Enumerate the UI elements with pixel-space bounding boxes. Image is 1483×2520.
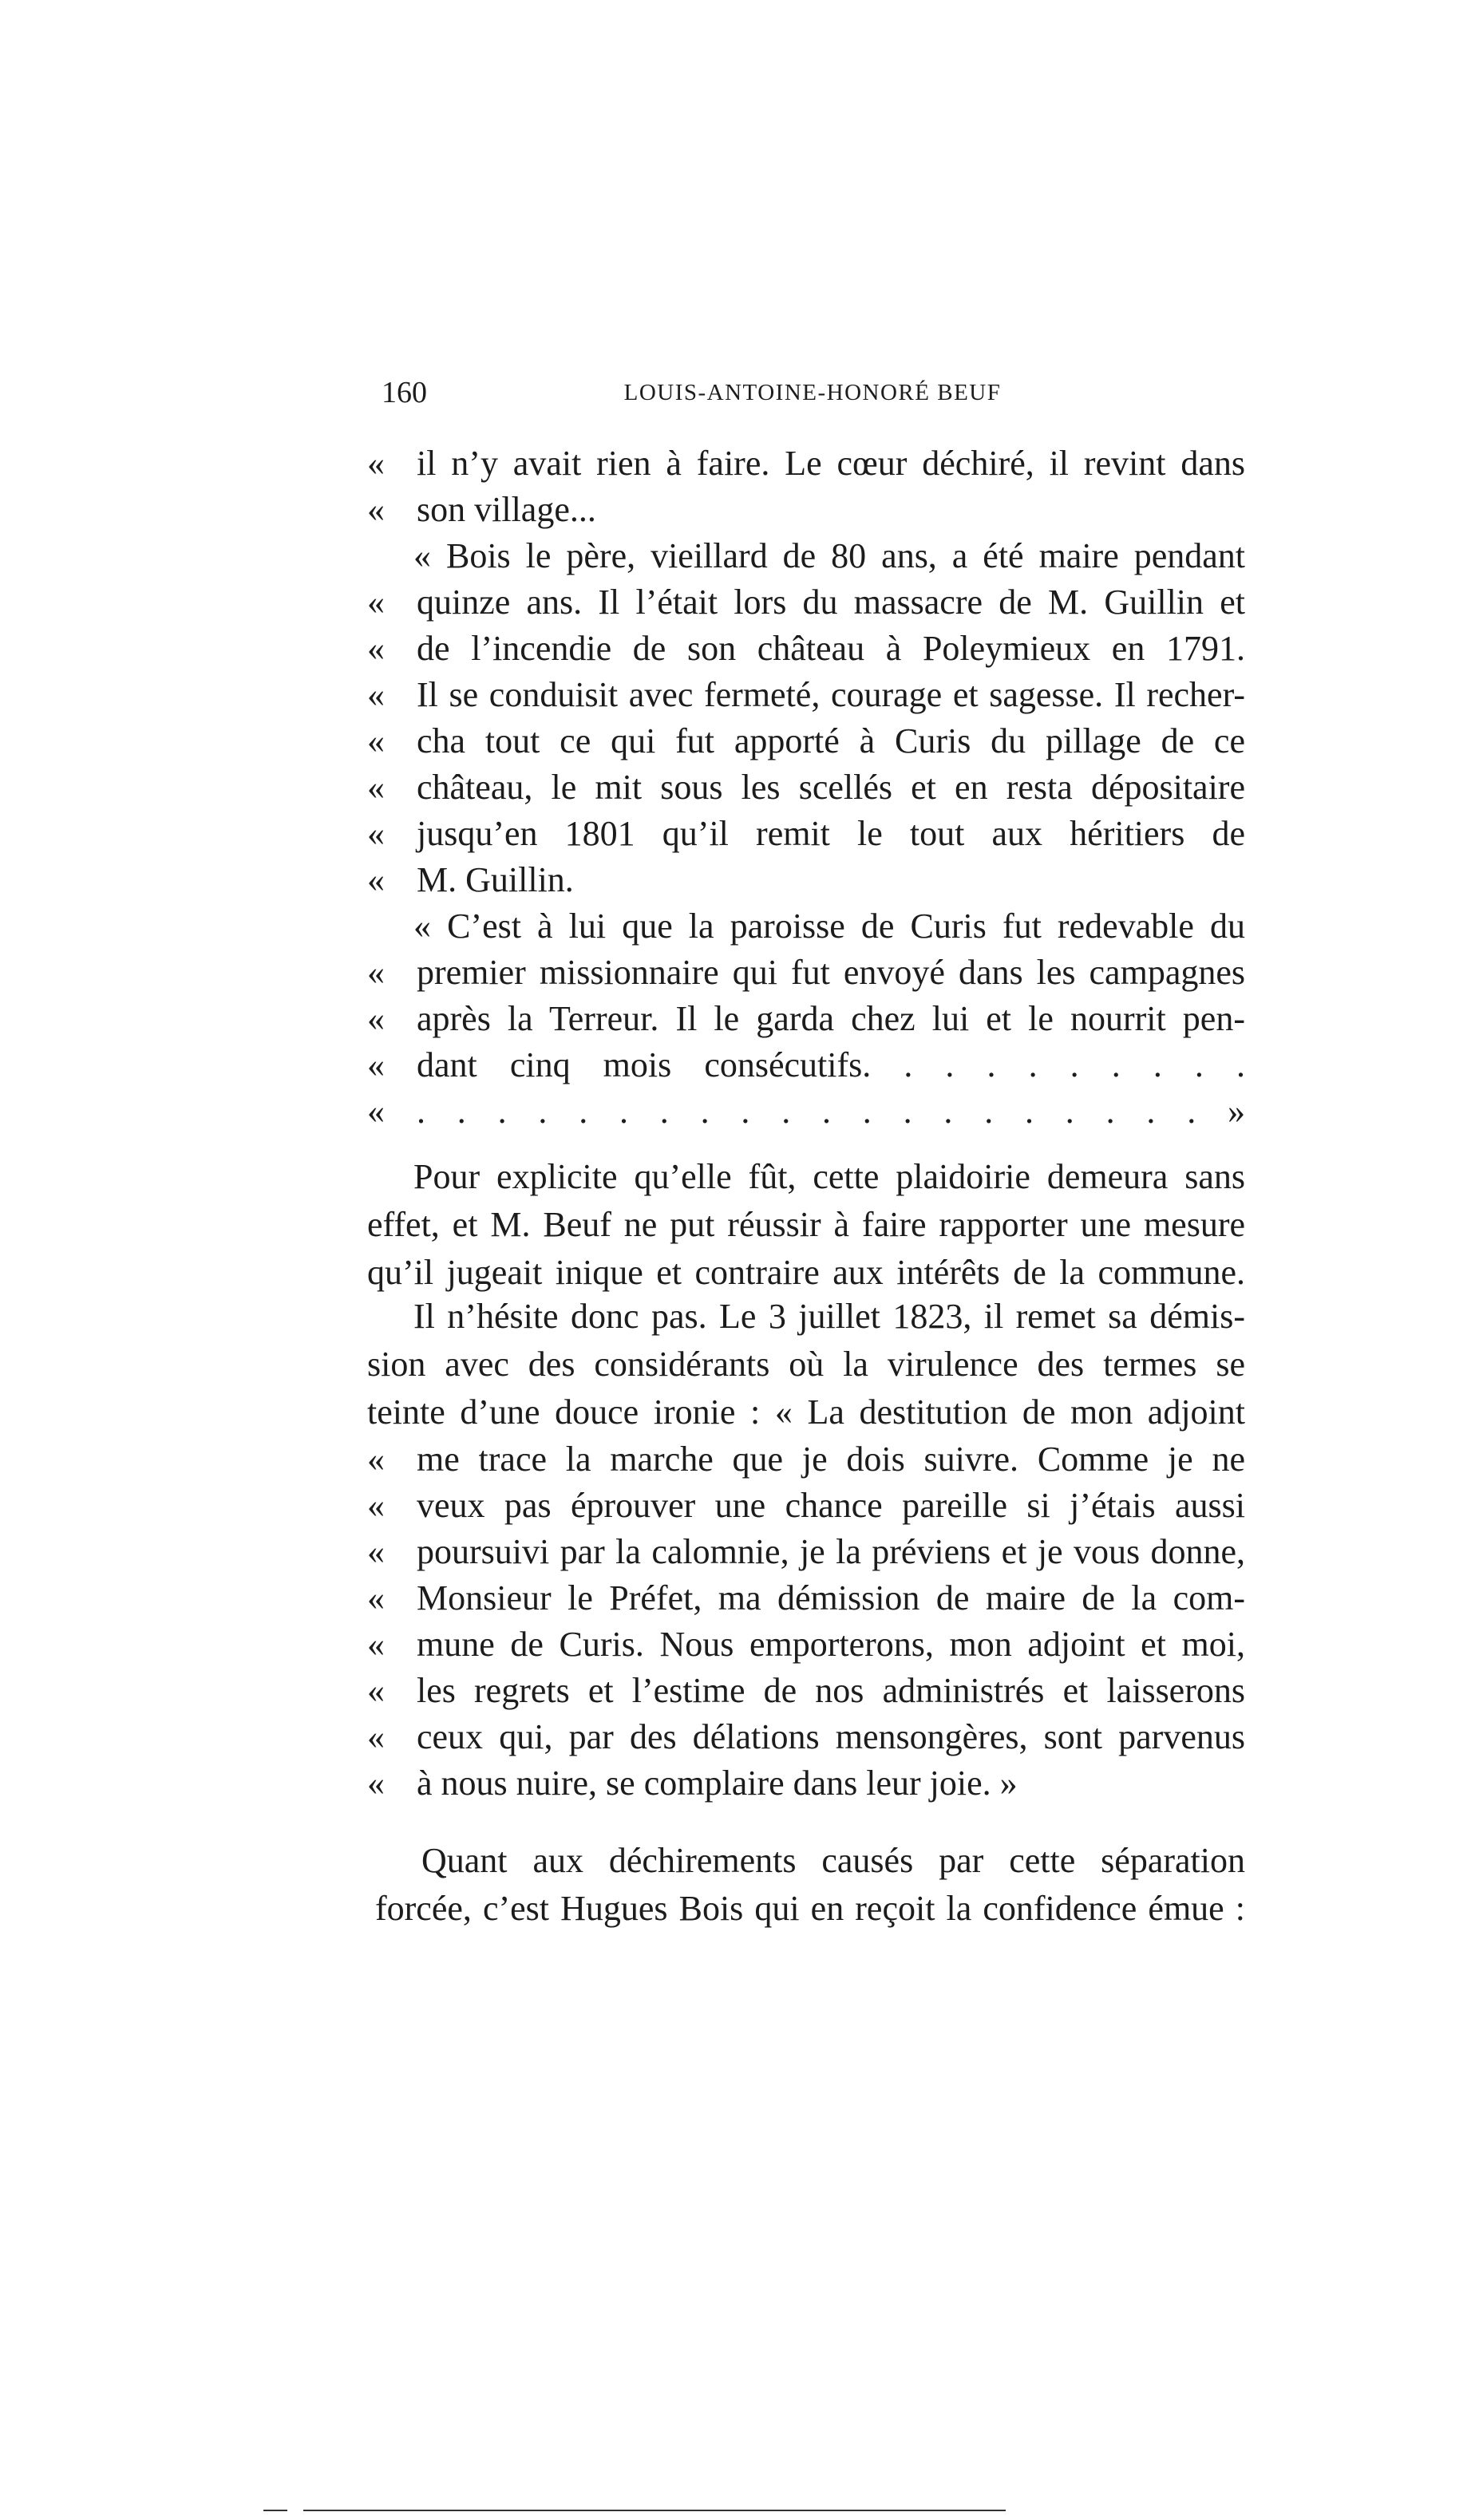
line-text: M. Guillin. <box>417 860 574 899</box>
line-text: « Bois le père, vieillard de 80 ans, a été maire pendant <box>413 536 1245 575</box>
text-line <box>367 1575 1245 1621</box>
line-text: les regrets et l’estime de nos administrés et laisserons <box>417 1671 1245 1710</box>
text-line: qu’il jugeait inique et contraire aux intérêts de la commune. <box>367 1253 1245 1292</box>
text-line <box>367 950 1245 996</box>
line-text: premier missionnaire qui fut envoyé dans les campagnes <box>417 953 1245 992</box>
text-line <box>367 533 1245 579</box>
quote-mark: « <box>367 1717 385 1756</box>
line-text: Il se conduisit avec fermeté, courage et sagesse. Il recher- <box>417 675 1245 714</box>
text-line <box>367 857 1245 903</box>
line-text: il n’y avait rien à faire. Le cœur déchiré, il revint dans <box>417 444 1245 483</box>
quote-mark: « <box>367 629 385 668</box>
text-line <box>367 1621 1245 1668</box>
text-line <box>367 1668 1245 1714</box>
quote-mark: « <box>367 1486 385 1525</box>
quote-mark: « <box>367 1764 385 1803</box>
quote-mark: « <box>367 1532 385 1571</box>
quote-mark: « <box>367 1092 385 1131</box>
quoted-passage-2 <box>367 1436 1245 1807</box>
text-line: sion avec des considérants où la virulence des termes se <box>367 1345 1245 1384</box>
text-line <box>367 1088 1245 1135</box>
text-line <box>367 487 1245 533</box>
text-line: teinte d’une douce ironie : « La destitution de mon adjoint <box>367 1392 1245 1432</box>
bottom-edge-mark <box>263 2510 287 2511</box>
quote-mark: « <box>367 583 385 622</box>
text-line <box>367 811 1245 857</box>
quote-mark: « <box>367 675 385 714</box>
line-text: à nous nuire, se complaire dans leur joie. » <box>417 1764 1018 1803</box>
paragraph-2 <box>367 1153 1245 1297</box>
quote-mark: « <box>367 490 385 529</box>
running-title: LOUIS-ANTOINE-HONORÉ BEUF <box>623 380 1002 405</box>
page-header <box>382 375 1244 415</box>
text-line <box>367 626 1245 672</box>
text-line <box>367 1436 1245 1483</box>
text-line <box>367 579 1245 626</box>
line-text: après la Terreur. Il le garda chez lui et le nourrit pen- <box>417 999 1245 1038</box>
quote-mark: « <box>367 1625 385 1664</box>
quote-mark: « <box>367 1578 385 1617</box>
text-line <box>367 1483 1245 1529</box>
quote-mark: « <box>367 1671 385 1710</box>
paragraph-3 <box>367 1293 1245 1436</box>
line-text: . . . . . . . . . . . . . . . . . . . . » <box>417 1092 1245 1131</box>
line-text: me trace la marche que je dois suivre. Comme je ne <box>417 1440 1245 1479</box>
text-line <box>367 1760 1245 1807</box>
text-line <box>367 718 1245 764</box>
text-line <box>367 764 1245 811</box>
line-text: veux pas éprouver une chance pareille si j’étais aussi <box>417 1486 1245 1525</box>
quote-mark: « <box>367 721 385 760</box>
text-line <box>367 996 1245 1042</box>
line-text: son village... <box>417 490 596 529</box>
line-text: « C’est à lui que la paroisse de Curis fut redevable du <box>413 906 1245 946</box>
line-text: mune de Curis. Nous emporterons, mon adjoint et moi, <box>417 1625 1245 1664</box>
quote-mark: « <box>367 860 385 899</box>
line-text: de l’incendie de son château à Poleymieux en 1791. <box>417 629 1245 668</box>
text-line <box>367 1042 1245 1088</box>
line-text: Monsieur le Préfet, ma démission de maire de la com- <box>417 1578 1245 1617</box>
line-text: quinze ans. Il l’était lors du massacre de M. Guillin et <box>417 583 1245 622</box>
bottom-edge-rule <box>303 2510 1006 2511</box>
quote-mark: « <box>367 953 385 992</box>
text-line <box>367 672 1245 718</box>
quote-mark: « <box>367 1045 385 1084</box>
line-text: poursuivi par la calomnie, je la préviens et je vous donne, <box>417 1532 1245 1571</box>
quoted-passage-1 <box>367 440 1245 1135</box>
line-text: cha tout ce qui fut apporté à Curis du pillage de ce <box>417 721 1245 760</box>
page-number: 160 <box>382 376 427 409</box>
quote-mark: « <box>367 768 385 807</box>
quote-mark: « <box>367 1440 385 1479</box>
paragraph-4 <box>375 1837 1245 1933</box>
line-text: château, le mit sous les scellés et en resta dépositaire <box>417 768 1245 807</box>
text-line: Quant aux déchirements causés par cette séparation <box>421 1841 1245 1880</box>
quote-mark: « <box>367 999 385 1038</box>
text-line <box>367 1714 1245 1760</box>
line-text: ceux qui, par des délations mensongères, sont parvenus <box>417 1717 1245 1756</box>
text-line <box>367 440 1245 487</box>
line-text: jusqu’en 1801 qu’il remit le tout aux héritiers de <box>417 814 1245 853</box>
text-line: Pour explicite qu’elle fût, cette plaidoirie demeura sans <box>413 1157 1245 1196</box>
quote-mark: « <box>367 444 385 483</box>
text-line: effet, et M. Beuf ne put réussir à faire rapporter une mesure <box>367 1205 1245 1244</box>
text-line <box>367 903 1245 950</box>
line-text: dant cinq mois consécutifs. . . . . . . . . . <box>417 1045 1245 1084</box>
text-line: Il n’hésite donc pas. Le 3 juillet 1823, il remet sa démis- <box>413 1297 1245 1336</box>
quote-mark: « <box>367 814 385 853</box>
text-line: forcée, c’est Hugues Bois qui en reçoit la confidence émue : <box>375 1889 1245 1928</box>
text-line <box>367 1529 1245 1575</box>
